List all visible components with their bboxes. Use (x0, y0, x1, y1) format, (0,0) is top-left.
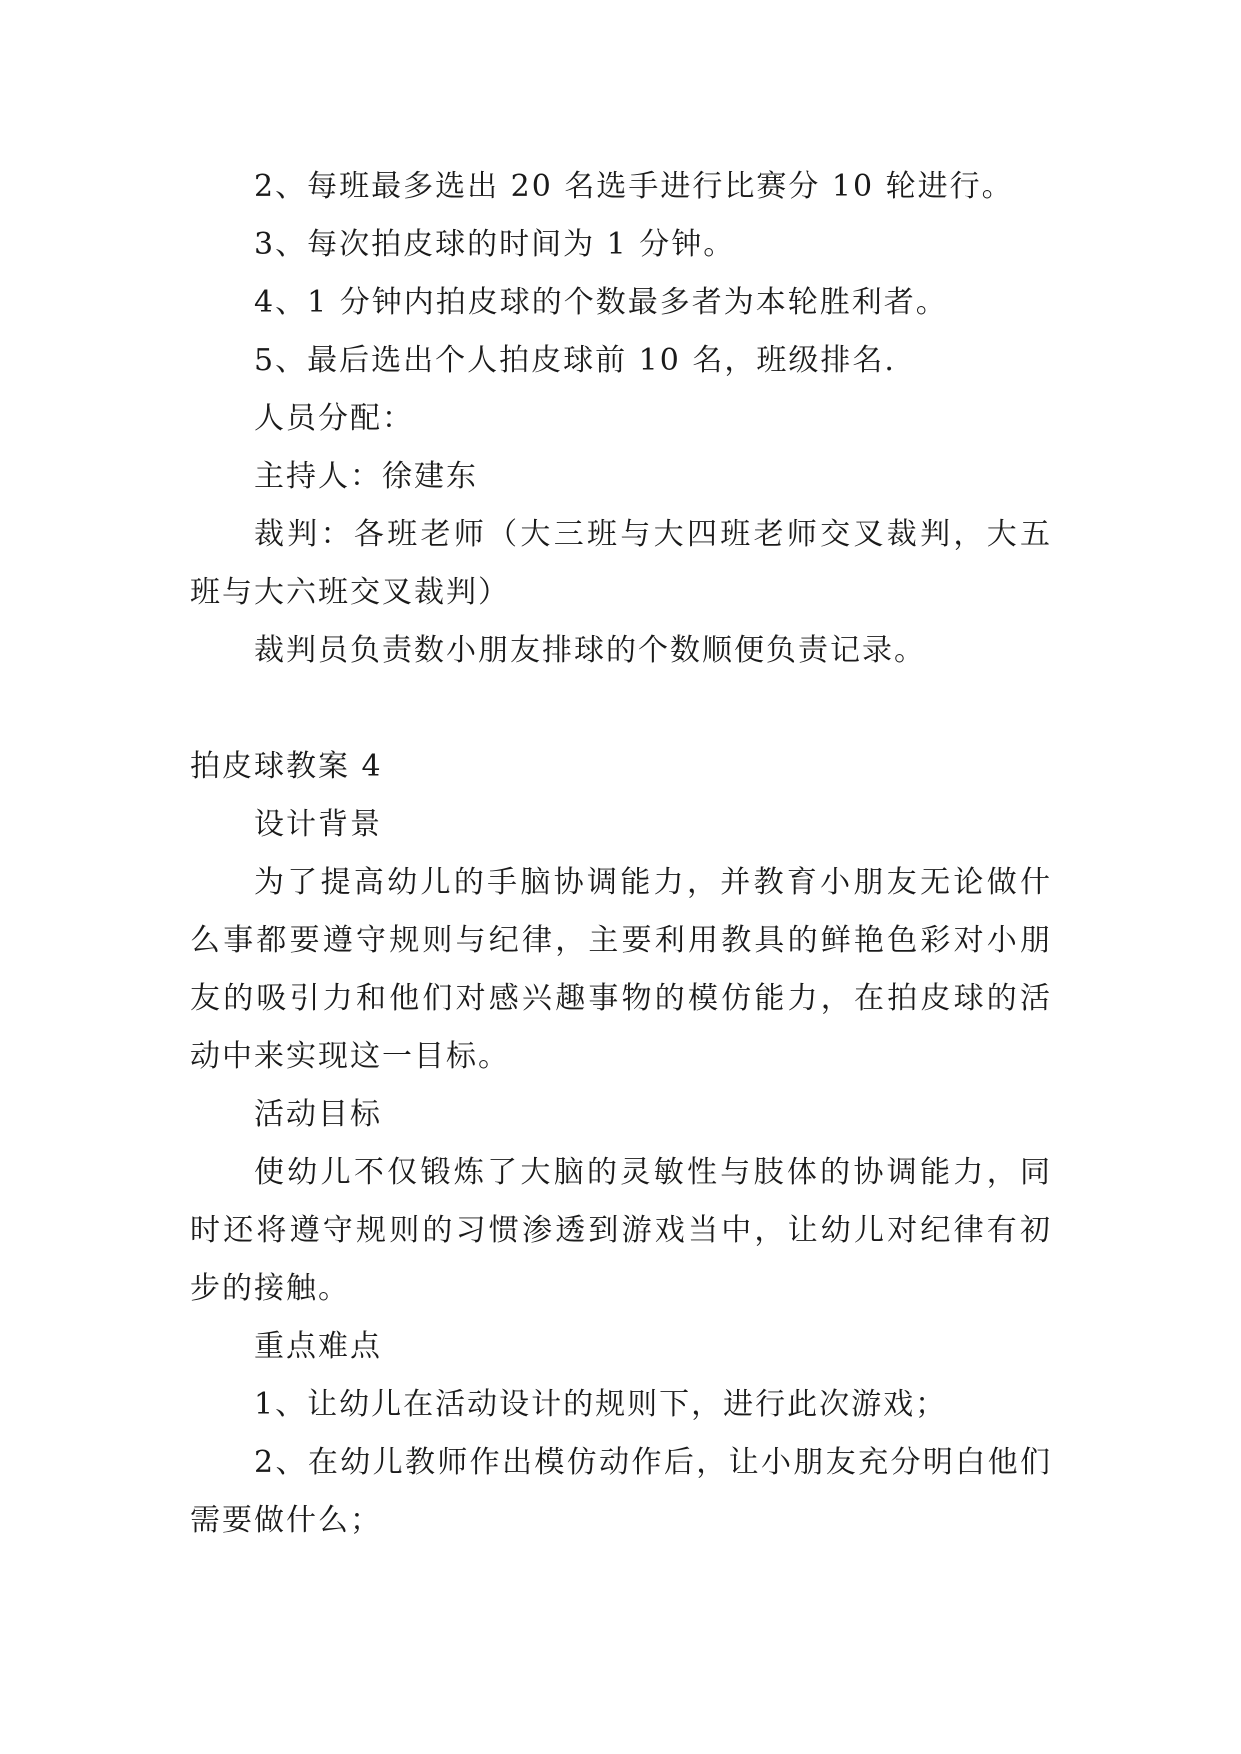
key-point-2: 2、在幼儿教师作出模仿动作后，让小朋友充分明白他们需要做什么； (190, 1445, 1052, 1538)
referee-duty-line: 裁判员负责数小朋友排球的个数顺便负责记录。 (254, 633, 926, 668)
host-line: 主持人：徐建东 (254, 459, 478, 494)
activity-goal-heading: 活动目标 (254, 1097, 382, 1132)
design-background-text: 为了提高幼儿的手脑协调能力，并教育小朋友无论做什么事都要遵守规则与纪律，主要利用教具的鲜艳色彩对小朋友的吸引力和他们对感兴趣事物的模仿能力，在拍皮球的活动中来实现这一目标。 (190, 865, 1052, 1074)
key-point-1: 1、让幼儿在活动设计的规则下，进行此次游戏； (254, 1387, 948, 1422)
document-body (190, 158, 1052, 1550)
section-title: 拍皮球教案 4 (190, 749, 383, 784)
rule-item-3: 3、每次拍皮球的时间为 1 分钟。 (254, 227, 736, 262)
referee-line: 裁判：各班老师（大三班与大四班老师交叉裁判，大五班与大六班交叉裁判） (190, 517, 1052, 610)
rule-item-4: 4、1 分钟内拍皮球的个数最多者为本轮胜利者。 (254, 285, 948, 320)
staff-heading: 人员分配： (254, 401, 414, 436)
rule-item-2: 2、每班最多选出 20 名选手进行比赛分 10 轮进行。 (254, 169, 1014, 204)
key-points-heading: 重点难点 (254, 1329, 382, 1364)
rule-item-5: 5、最后选出个人拍皮球前 10 名，班级排名. (254, 343, 896, 378)
activity-goal-text: 使幼儿不仅锻炼了大脑的灵敏性与肢体的协调能力，同时还将遵守规则的习惯渗透到游戏当中，让幼儿对纪律有初步的接触。 (190, 1155, 1052, 1306)
design-background-heading: 设计背景 (254, 807, 382, 842)
